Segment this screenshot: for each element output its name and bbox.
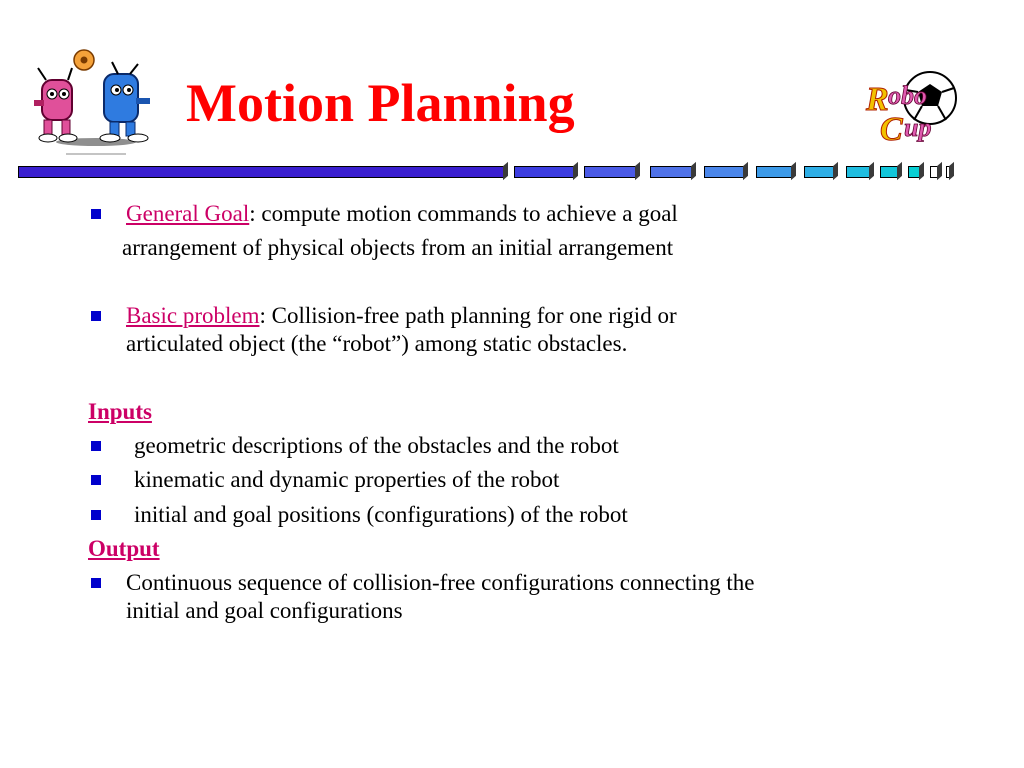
output-line2: initial and goal configurations: [126, 598, 403, 623]
output-heading: Output: [88, 536, 160, 561]
bar-segment: [514, 166, 574, 178]
inputs-item: kinematic and dynamic properties of the robot: [134, 467, 560, 492]
bar-segment: [804, 166, 834, 178]
slide-title: Motion Planning: [186, 73, 575, 133]
bar-segment: [930, 166, 938, 178]
bullet-icon: [91, 475, 101, 485]
output-line1: Continuous sequence of collision-free configurations connecting the: [126, 570, 755, 595]
bar-segment: [584, 166, 636, 178]
basic-problem-line2: articulated object (the “robot”) among static obstacles.: [126, 331, 628, 356]
basic-problem-label: Basic problem: [126, 303, 260, 328]
bar-segment: [704, 166, 744, 178]
decorative-bar: [18, 164, 958, 182]
bar-segment: [908, 166, 920, 178]
robocup-logo-up: up: [904, 113, 932, 142]
robocup-logo-icon: [862, 66, 962, 150]
robocup-logo-c: C: [880, 111, 903, 148]
bar-segment: [18, 166, 504, 178]
bullet-icon: [91, 311, 101, 321]
inputs-item: geometric descriptions of the obstacles and the robot: [134, 433, 619, 458]
bullet-icon: [91, 441, 101, 451]
robots-clipart-icon: [26, 42, 166, 160]
inputs-heading: Inputs: [88, 399, 152, 424]
general-goal-line1: [126, 200, 678, 228]
inputs-item: initial and goal positions (configurations) of the robot: [134, 502, 628, 527]
bullet-icon: [91, 209, 101, 219]
bar-segment: [880, 166, 898, 178]
general-goal-text: : compute motion commands to achieve a goal: [249, 201, 678, 226]
bar-segment: [756, 166, 792, 178]
robocup-logo-obo: obo: [888, 81, 927, 110]
bullet-icon: [91, 578, 101, 588]
bar-segment: [650, 166, 692, 178]
bar-segment: [846, 166, 870, 178]
general-goal-line2: arrangement of physical objects from an initial arrangement: [122, 235, 674, 260]
basic-problem-line1: [126, 302, 677, 330]
bullet-icon: [91, 510, 101, 520]
basic-problem-text: : Collision-free path planning for one rigid or: [259, 303, 677, 328]
robocup-logo-r: R: [866, 81, 889, 118]
bar-segment: [946, 166, 950, 178]
general-goal-label: General Goal: [126, 201, 250, 226]
